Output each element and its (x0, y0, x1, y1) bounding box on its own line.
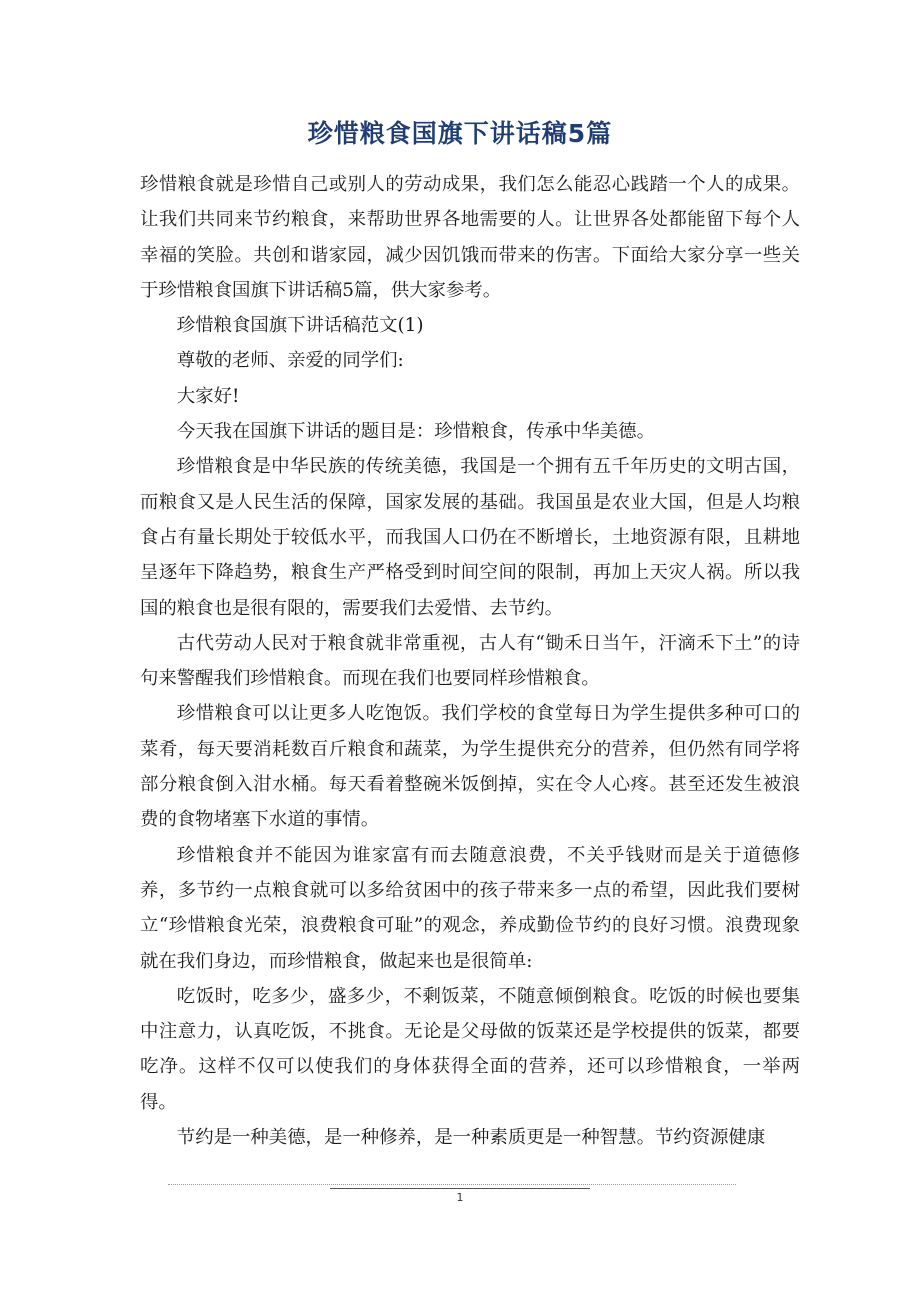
document-title: 珍惜粮食国旗下讲话稿5篇 (307, 119, 613, 148)
body-paragraph: 吃饭时，吃多少，盛多少，不剩饭菜，不随意倾倒粮食。吃饭的时候也要集中注意力，认真吃饭，不挑食。无论是父母做的饭菜还是学校提供的饭菜，都要吃净。这样不仅可以使我们的身体获得全面的营养，还可以珍惜粮食，一举两得。 (140, 985, 800, 1113)
body-paragraph: 珍惜粮食是中华民族的传统美德，我国是一个拥有五千年历史的文明古国，而粮食又是人民生活的保障，国家发展的基础。我国虽是农业大国，但是人均粮食占有量长期处于较低水平，而我国人口仍在不断增长，土地资源有限，且耕地呈逐年下降趋势，粮食生产严格受到时间空间的限制，再加上天灾人祸。所以我国的粮食也是很有限的，需要我们去爱惜、去节约。 (140, 456, 800, 619)
section-heading: 珍惜粮食国旗下讲话稿范文(1) (176, 315, 424, 337)
page-number: 1 (456, 1191, 464, 1204)
salutation: 尊敬的老师、亲爱的同学们: (176, 350, 404, 372)
document-body (140, 167, 800, 1155)
body-paragraph: 珍惜粮食并不能因为谁家富有而去随意浪费，不关乎钱财而是关于道德修养，多节约一点粮食就可以多给贫困中的孩子带来多一点的希望，因此我们要树立“珍惜粮食光荣，浪费粮食可耻”的观念，养成勤俭节约的良好习惯。浪费现象就在我们身边，而珍惜粮食，做起来也是很简单: (140, 844, 800, 972)
intro-paragraph: 珍惜粮食就是珍惜自己或别人的劳动成果，我们怎么能忍心践踏一个人的成果。让我们共同来节约粮食，来帮助世界各地需要的人。让世界各处都能留下每个人幸福的笑脸。共创和谐家园，减少因饥饿而带来的伤害。下面给大家分享一些关于珍惜粮食国旗下讲话稿5篇，供大家参考。 (140, 174, 800, 301)
greeting: 大家好! (176, 385, 240, 407)
footer-divider-line (330, 1188, 590, 1189)
body-paragraph: 今天我在国旗下讲话的题目是：珍惜粮食，传承中华美德。 (176, 421, 655, 443)
body-paragraph: 古代劳动人民对于粮食就非常重视，古人有“锄禾日当午，汗滴禾下土”的诗句来警醒我们珍惜粮食。而现在我们也要同样珍惜粮食。 (140, 632, 800, 690)
body-paragraph: 节约是一种美德，是一种修养，是一种素质更是一种智慧。节约资源健康 (176, 1127, 766, 1149)
body-paragraph: 珍惜粮食可以让更多人吃饱饭。我们学校的食堂每日为学生提供多种可口的菜肴，每天要消耗数百斤粮食和蔬菜，为学生提供充分的营养，但仍然有同学将部分粮食倒入泔水桶。每天看着整碗米饭倒掉，实在令人心疼。甚至还发生被浪费的食物堵塞下水道的事情。 (140, 703, 800, 831)
footer-divider (168, 1184, 736, 1185)
